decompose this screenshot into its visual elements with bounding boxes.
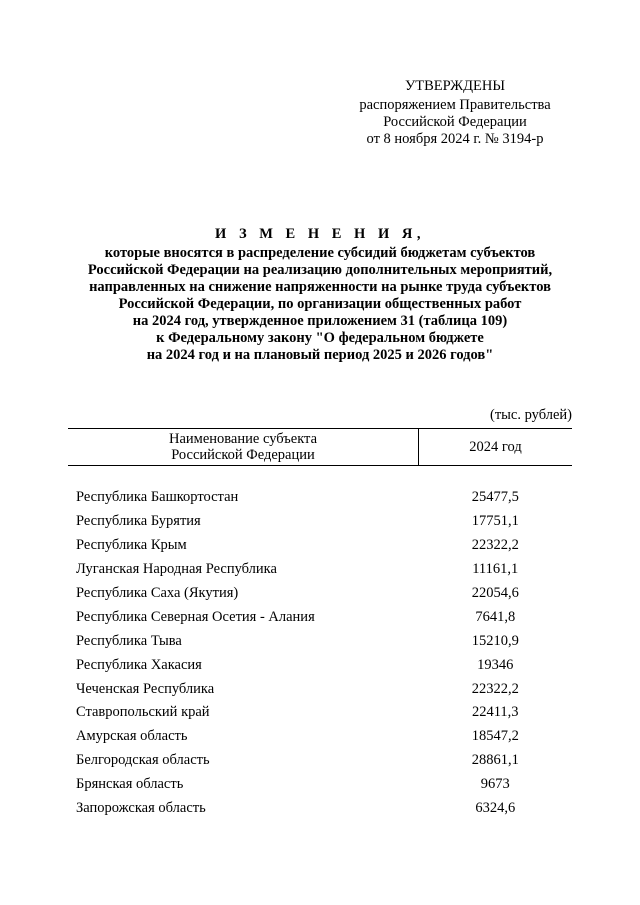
table-row [68, 582, 572, 606]
subsidy-value: 7641,8 [475, 608, 516, 625]
table-row [68, 486, 572, 510]
title-line: к Федеральному закону "О федеральном бюджете [156, 330, 484, 346]
table-row [68, 677, 572, 701]
subsidy-value: 11161,1 [472, 561, 519, 578]
subsidy-value: 28861,1 [471, 752, 519, 769]
approval-heading: УТВЕРЖДЕНЫ [404, 78, 506, 94]
document-title [60, 226, 580, 364]
table-row [68, 725, 572, 749]
table-row [68, 797, 572, 821]
subsidy-value: 25477,5 [471, 489, 519, 506]
subject-name: Республика Тыва [76, 632, 182, 649]
title-line: Российской Федерации на реализацию дополнительных мероприятий, [87, 262, 553, 278]
title-line: на 2024 год и на плановый период 2025 и 2026 годов" [146, 347, 494, 363]
approval-line: Российской Федерации [383, 114, 527, 130]
column-header-line: Российской Федерации [171, 447, 315, 463]
table-row [68, 534, 572, 558]
table-row [68, 605, 572, 629]
subject-name: Чеченская Республика [76, 680, 215, 697]
column-header-subject [68, 429, 419, 466]
table-row [68, 510, 572, 534]
subsidy-value: 22411,3 [471, 704, 519, 721]
title-line: направленных на снижение напряженности на рынке труда субъектов [89, 279, 551, 295]
subject-name: Республика Саха (Якутия) [76, 585, 239, 601]
subject-name: Республика Башкортостан [76, 489, 239, 506]
subject-name: Брянская область [76, 776, 184, 793]
subject-name: Республика Крым [76, 537, 187, 554]
table-header-row [68, 429, 572, 466]
subject-name: Амурская область [76, 728, 188, 745]
subsidy-table [68, 428, 572, 820]
subsidy-value: 19346 [477, 656, 514, 673]
subsidy-value: 18547,2 [471, 728, 519, 745]
table-row [68, 773, 572, 797]
subsidy-value: 22054,6 [471, 585, 519, 601]
title-line: на 2024 год, утвержденное приложением 31 (таблица 109) [132, 313, 508, 329]
subsidy-value: 17751,1 [471, 513, 519, 530]
column-header-line: Наименование субъекта [168, 431, 318, 447]
approval-block [330, 78, 580, 148]
table-row [68, 701, 572, 725]
table-spacer [68, 466, 572, 487]
title-line: которые вносятся в распределение субсидий бюджетам субъектов [104, 245, 536, 261]
subsidy-value: 15210,9 [471, 632, 519, 649]
approval-line: распоряжением Правительства [359, 97, 551, 113]
subsidy-value: 6324,6 [475, 800, 516, 817]
subject-name: Республика Хакасия [76, 656, 202, 673]
subject-name: Ставропольский край [76, 704, 210, 721]
subsidy-value: 22322,2 [471, 680, 519, 697]
subject-name: Луганская Народная Республика [76, 561, 277, 578]
subsidy-value: 22322,2 [471, 537, 519, 554]
subject-name: Запорожская область [76, 800, 206, 817]
table-row [68, 629, 572, 653]
units-label: (тыс. рублей) [490, 407, 572, 423]
subject-name: Республика Бурятия [76, 513, 201, 530]
approval-line: от 8 ноября 2024 г. № 3194-р [366, 131, 544, 147]
title-line: Российской Федерации, по организации общественных работ [118, 296, 522, 312]
table-row [68, 558, 572, 582]
subject-name: Республика Северная Осетия - Алания [76, 608, 315, 625]
table-row [68, 653, 572, 677]
column-header-year: 2024 год [419, 429, 573, 466]
subsidy-value: 9673 [480, 776, 510, 793]
table-row [68, 749, 572, 773]
title-heading: И З М Е Н Е Н И Я, [215, 226, 425, 242]
subject-name: Белгородская область [76, 752, 210, 769]
